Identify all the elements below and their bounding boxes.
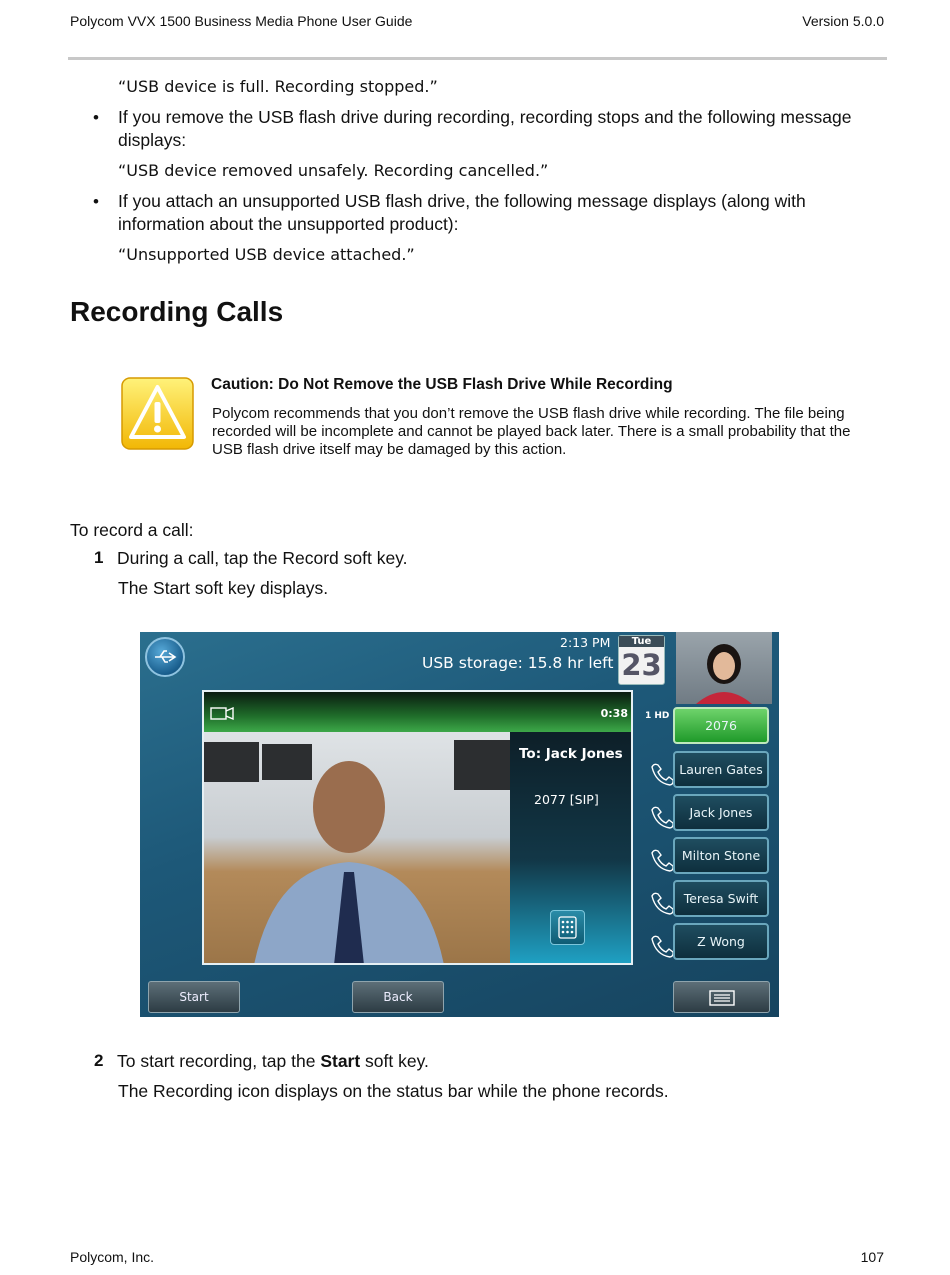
step2-text-bold: Start <box>320 1051 361 1071</box>
usb-storage-status: USB storage: 15.8 hr left <box>422 654 614 672</box>
step2-text <box>117 1050 429 1073</box>
step-number: 1 <box>94 548 104 567</box>
footer-company: Polycom, Inc. <box>70 1249 155 1265</box>
bullet-unsupported-usb: If you attach an unsupported USB flash drive, the following message displays (along with information about the unsupported product): <box>118 191 806 234</box>
hd-badge-icon: 1 HD <box>645 711 670 721</box>
doc-header-title: Polycom VVX 1500 Business Media Phone User Guide <box>70 13 413 29</box>
self-view-thumbnail <box>676 632 772 704</box>
doc-header-version: Version 5.0.0 <box>802 13 884 29</box>
handset-icon <box>648 845 676 873</box>
back-softkey[interactable]: Back <box>352 981 444 1013</box>
video-toolbar <box>204 692 631 732</box>
line-key-lauren-gates[interactable]: Lauren Gates <box>673 751 769 788</box>
menu-list-icon <box>709 990 735 1006</box>
start-softkey[interactable]: Start <box>148 981 240 1013</box>
line-key-teresa-swift[interactable]: Teresa Swift <box>673 880 769 917</box>
call-info-panel <box>510 732 631 965</box>
step2-text-post: soft key. <box>360 1051 429 1071</box>
bullet-marker: • <box>93 192 99 211</box>
step1-text: During a call, tap the Record soft key. <box>117 548 408 568</box>
video-call-window[interactable] <box>202 690 633 965</box>
usb-icon[interactable] <box>145 637 185 677</box>
line-key-milton-stone[interactable]: Milton Stone <box>673 837 769 874</box>
step2-result: The Recording icon displays on the status bar while the phone records. <box>118 1081 669 1101</box>
calendar-date <box>618 635 665 685</box>
call-recipient: To: Jack Jones <box>519 746 623 762</box>
status-time: 2:13 PM <box>560 635 611 650</box>
video-camera-icon <box>210 707 234 720</box>
handset-icon <box>648 802 676 830</box>
step-number: 2 <box>94 1051 104 1070</box>
line-key-2076[interactable]: 2076 <box>673 707 769 744</box>
header-divider <box>68 57 887 60</box>
caution-title: Caution: Do Not Remove the USB Flash Drive While Recording <box>211 376 673 393</box>
step1-result: The Start soft key displays. <box>118 578 329 598</box>
message-quote-removed: “USB device removed unsafely. Recording cancelled.” <box>118 161 549 180</box>
menu-softkey[interactable] <box>673 981 770 1013</box>
date-number: 23 <box>621 648 662 682</box>
procedure-lead: To record a call: <box>70 520 194 540</box>
remote-video-feed <box>204 732 510 965</box>
step2-text-pre: To start recording, tap the <box>117 1051 321 1071</box>
message-quote-full: “USB device is full. Recording stopped.” <box>118 77 438 96</box>
line-key-jack-jones[interactable]: Jack Jones <box>673 794 769 831</box>
bullet-remove-usb: If you remove the USB flash drive during recording, recording stops and the following message displays: <box>118 107 852 150</box>
call-timer: 0:38 <box>600 707 628 720</box>
line-key-z-wong[interactable]: Z Wong <box>673 923 769 960</box>
date-day: Tue <box>619 636 664 647</box>
message-quote-unsupported: “Unsupported USB device attached.” <box>118 245 415 264</box>
page-number: 107 <box>860 1249 884 1265</box>
handset-icon <box>648 888 676 916</box>
caution-body: Polycom recommends that you don’t remove the USB flash drive while recording. The file being recorded will be incomplete and cannot be played back later. There is a small probability that the USB flash drive itself may be damaged by this action. <box>212 405 851 458</box>
handset-icon <box>648 759 676 787</box>
call-number: 2077 [SIP] <box>534 792 599 807</box>
dialpad-icon[interactable] <box>550 910 585 945</box>
handset-icon <box>648 931 676 959</box>
section-heading: Recording Calls <box>70 296 284 327</box>
warning-icon <box>121 377 194 450</box>
phone-screenshot <box>140 632 779 1017</box>
bullet-marker: • <box>93 108 99 127</box>
